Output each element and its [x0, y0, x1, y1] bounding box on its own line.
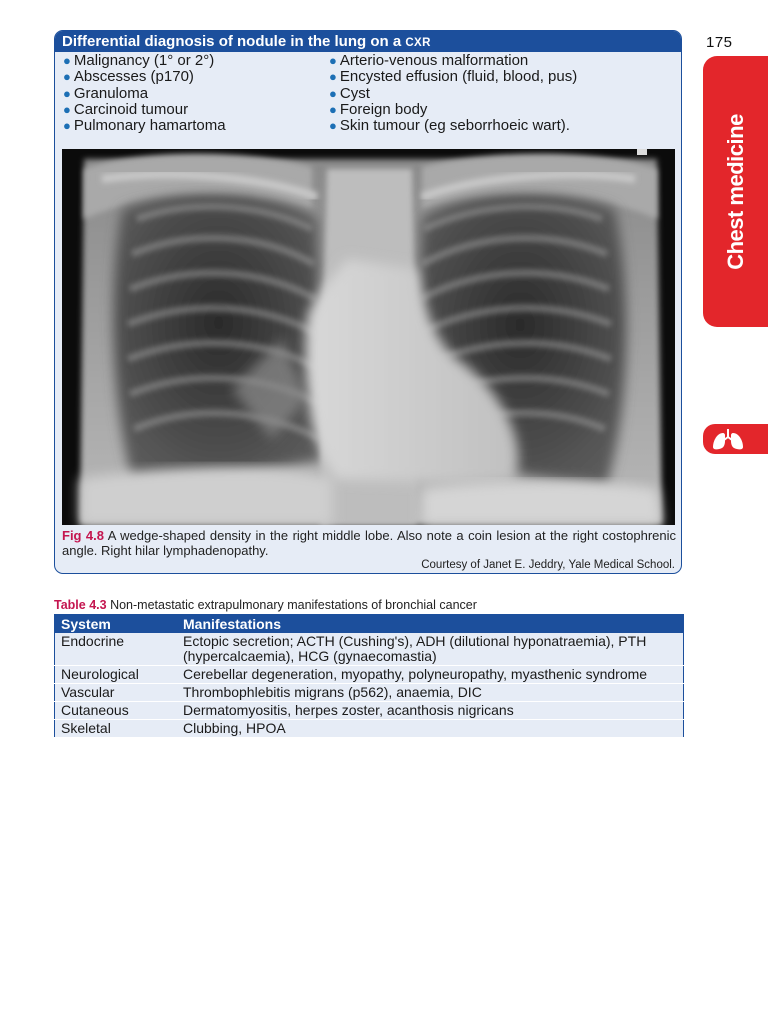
list-item: ● Arterio-venous malformation [329, 52, 529, 69]
table-cell: Cerebellar degeneration, myopathy, polyneuropathy, myasthenic syndrome [177, 666, 684, 684]
page-number: 175 [706, 34, 733, 51]
lungs-icon [710, 427, 746, 451]
list-item: ● Malignancy (1° or 2°) [63, 52, 215, 69]
list-item: ● Skin tumour (eg seborrhoeic wart). [329, 117, 570, 135]
list-item: ● Granuloma [63, 84, 149, 102]
list-item: ● Pulmonary hamartoma [63, 117, 226, 135]
figure-caption [62, 528, 676, 558]
list-item: ● Abscesses (p170) [63, 68, 194, 86]
table-label: Table 4.3 [54, 598, 107, 612]
box-title-text: Differential diagnosis of nodule in the lung on a [62, 33, 402, 50]
bullet-icon: ● [329, 85, 337, 101]
diagnosis-list-left [63, 53, 226, 134]
differential-diagnosis-box [54, 30, 682, 574]
table-cell: Dermatomyositis, herpes zoster, acanthosis nigricans [177, 702, 684, 720]
table-cell: Clubbing, HPOA [177, 720, 684, 738]
bullet-icon: ● [63, 118, 71, 134]
table-header-manifestations: Manifestations [177, 615, 684, 634]
list-item: ● Cyst [329, 84, 370, 102]
list-item: ● Carcinoid tumour [63, 100, 189, 118]
box-title [55, 31, 681, 52]
box-title-abbrev: CXR [405, 37, 431, 49]
manifestations-table [54, 614, 684, 738]
diagnosis-list-right [329, 53, 577, 134]
bullet-icon: ● [63, 69, 71, 85]
chapter-tab [703, 56, 768, 327]
bullet-icon: ● [63, 85, 71, 101]
bullet-icon: ● [329, 118, 337, 134]
chest-xray-image [62, 149, 675, 525]
table-header-system: System [55, 615, 178, 634]
table-caption [54, 598, 477, 612]
table-cell: Thrombophlebitis migrans (p562), anaemia, DIC [177, 684, 684, 702]
table-row [55, 702, 684, 720]
figure-label: Fig 4.8 [62, 528, 105, 543]
table-cell: Ectopic secretion; ACTH (Cushing's), ADH (dilutional hyponatraemia), PTH (hypercalcaemia), HCG (gynaecomastia) [177, 633, 684, 666]
list-item: ● Foreign body [329, 100, 428, 118]
table-row [55, 720, 684, 738]
table-row [55, 633, 684, 666]
table-caption-text: Non-metastatic extrapulmonary manifestations of bronchial cancer [110, 598, 477, 612]
figure-caption-text: A wedge-shaped density in the right middle lobe. Also note a coin lesion at the right costophrenic angle. Right hilar lymphadenopathy. [62, 528, 676, 558]
chapter-tab-label: Chest medicine [722, 113, 748, 270]
bullet-icon: ● [63, 101, 71, 117]
figure-credit: Courtesy of Janet E. Jeddry, Yale Medical School. [421, 559, 675, 571]
bullet-icon: ● [329, 101, 337, 117]
table-cell: Cutaneous [55, 702, 178, 720]
list-item: ● Encysted effusion (fluid, blood, pus) [329, 68, 578, 86]
lung-tab [703, 424, 768, 454]
bullet-icon: ● [329, 69, 337, 85]
table-row [55, 666, 684, 684]
table-cell: Skeletal [55, 720, 178, 738]
table-header-row [55, 615, 684, 634]
table-cell: Endocrine [55, 633, 178, 666]
table-cell: Neurological [55, 666, 178, 684]
table-cell: Vascular [55, 684, 178, 702]
bullet-icon: ● [329, 53, 337, 68]
bullet-icon: ● [63, 53, 71, 68]
table-row [55, 684, 684, 702]
